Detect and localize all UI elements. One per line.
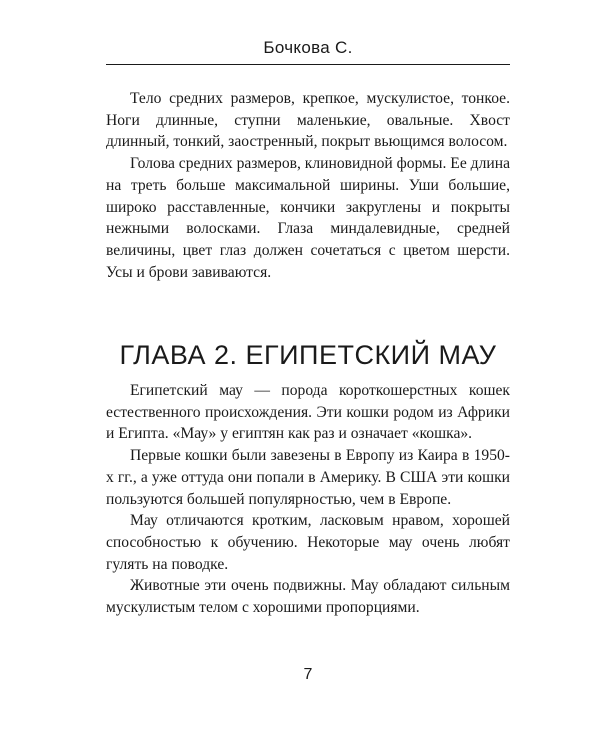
page-number: 7 (303, 666, 313, 683)
paragraph: Голова средних размеров, клиновидной формы. Ее длина на треть больше максимальной ширины. Уши большие, широко расставленные, кончики закруглены и покрыты нежными волосками. Глаза миндалевидные, средней величины, цвет глаз должен сочетаться с цветом шерсти. Усы и брови завиваются. (106, 155, 510, 281)
running-head-author: Бочкова С. (263, 38, 353, 57)
paragraph: Египетский мау — порода короткошерстных кошек естественного происхождения. Эти кошки родом из Африки и Египта. «Мау» у египтян как раз и означает «кошка». (106, 382, 510, 443)
chapter-title: ГЛАВА 2. ЕГИПЕТСКИЙ МАУ (119, 340, 497, 370)
paragraph: Тело средних размеров, крепкое, мускулистое, тонкое. Ноги длинные, ступни маленькие, овальные. Хвост длинный, тонкий, заостренный, покрыт вьющимся волосом. (106, 90, 510, 151)
paragraph: Первые кошки были завезены в Европу из Каира в 1950-х гг., а уже оттуда они попали в Америку. В США эти кошки пользуются большей популярностью, чем в Европе. (106, 447, 510, 508)
header-rule (106, 64, 510, 65)
chapter-text (106, 380, 510, 619)
paragraph: Мау отличаются кротким, ласковым нравом, хорошей способностью к обучению. Некоторые мау очень любят гулять на поводке. (106, 512, 510, 573)
section-one-text (106, 88, 510, 283)
paragraph: Животные эти очень подвижны. Мау обладают сильным мускулистым телом с хорошими пропорциями. (106, 577, 510, 617)
